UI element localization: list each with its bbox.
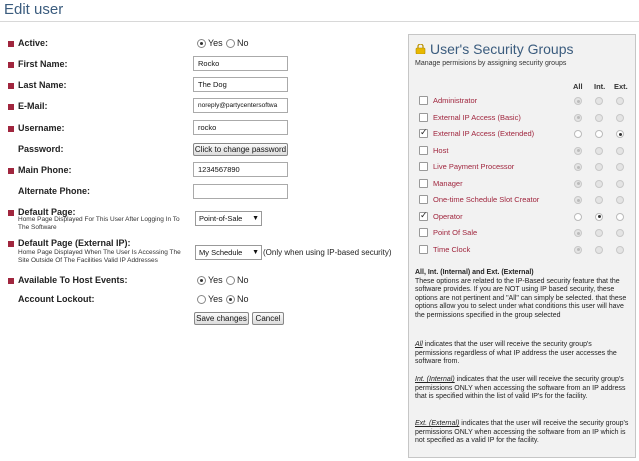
access-ext-radio[interactable] <box>616 196 624 204</box>
available-host-no-radio[interactable] <box>226 276 235 285</box>
change-password-button[interactable]: Click to change password <box>194 145 287 154</box>
access-ext-radio[interactable] <box>616 130 624 138</box>
security-group-name: Operator <box>433 211 463 221</box>
column-header-ext: Ext. <box>614 82 628 91</box>
access-all-radio[interactable] <box>574 114 582 122</box>
available-host-label: Available To Host Events: <box>18 275 128 285</box>
access-all-radio[interactable] <box>574 180 582 188</box>
required-marker <box>8 126 14 132</box>
access-ext-radio[interactable] <box>616 147 624 155</box>
security-group-name: Live Payment Processor <box>433 162 515 171</box>
access-int-radio[interactable] <box>595 180 603 188</box>
security-group-checkbox[interactable] <box>419 129 428 138</box>
security-group-checkbox[interactable] <box>419 228 428 237</box>
default-page-external-select[interactable] <box>195 245 262 260</box>
security-group-checkbox[interactable] <box>419 113 428 122</box>
security-group-name: Host <box>433 145 449 155</box>
security-group-row <box>417 194 631 206</box>
security-group-checkbox[interactable] <box>419 212 428 221</box>
security-group-row <box>417 211 631 223</box>
column-header-all: All <box>573 82 583 91</box>
security-group-name: Manager <box>433 178 463 188</box>
available-host-row <box>0 275 400 289</box>
lockout-yes-radio[interactable] <box>197 295 206 304</box>
password-label: Password: <box>18 144 64 154</box>
last-name-field[interactable]: The Dog <box>193 77 288 92</box>
security-group-row <box>417 244 631 256</box>
access-int-radio[interactable] <box>595 246 603 254</box>
first-name-label: First Name: <box>18 59 68 69</box>
required-marker <box>8 241 14 247</box>
active-yes-label: Yes <box>208 38 223 48</box>
access-int-radio[interactable] <box>595 114 603 122</box>
security-group-row <box>417 227 631 239</box>
access-int-radio[interactable] <box>595 229 603 237</box>
security-group-name: External IP Access (Basic) <box>433 112 521 122</box>
security-group-checkbox[interactable] <box>419 179 428 188</box>
ip-security-note: (Only when using IP-based security) <box>263 248 392 257</box>
security-groups-subtitle: Manage permisions by assigning security groups <box>415 60 567 67</box>
active-no-radio[interactable] <box>226 39 235 48</box>
info-ext-text: indicates that the user will receive the security group's permissions ONLY when accessing the software from an IP which is not specified as a valid IP for the facility. <box>415 420 629 444</box>
access-int-radio[interactable] <box>595 147 603 155</box>
required-marker <box>8 168 14 174</box>
access-all-radio[interactable] <box>574 97 582 105</box>
column-header-int: Int. <box>594 82 606 91</box>
required-marker <box>8 41 14 47</box>
access-int-radio[interactable] <box>595 97 603 105</box>
available-host-yes-label: Yes <box>208 275 223 285</box>
info-int-text: indicates that the user will receive the security group's permissions ONLY when accessing the software from an IP address that is specified within the list of valid IP's for the facility. <box>415 376 626 400</box>
default-page-external-help: Home Page Displayed When The User Is Accessing The Site Outside Of The Facilities Valid IP Addresses <box>18 249 181 264</box>
security-group-name: External IP Access (Extended) <box>433 129 535 138</box>
security-group-name: Administrator <box>433 96 478 105</box>
info-all <box>415 341 631 367</box>
access-ext-radio[interactable] <box>616 180 624 188</box>
info-ext <box>415 420 631 446</box>
save-button[interactable]: Save changes <box>194 312 249 325</box>
default-page-external-value: My Schedule <box>199 248 243 257</box>
first-name-field[interactable]: Rocko <box>193 56 288 71</box>
info-paragraph: These options are related to the IP-Based security feature that the software provides. If you are NOT using IP based security, these options are not pertinent and "All" can simply be selected. that these options allow you to select under what conditions this user will have the permissions specified in the group selected <box>415 277 627 319</box>
access-ext-radio[interactable] <box>616 114 624 122</box>
security-group-checkbox[interactable] <box>419 162 428 171</box>
info-all-text: indicates that the user will receive the security group's permissions regardless of what IP address the user accesses the software from. <box>415 341 617 365</box>
last-name-label: Last Name: <box>18 80 67 90</box>
account-lockout-label: Account Lockout: <box>18 294 95 304</box>
lock-icon <box>415 44 426 54</box>
access-int-radio[interactable] <box>595 196 603 204</box>
access-int-radio[interactable] <box>595 213 603 221</box>
access-all-radio[interactable] <box>574 147 582 155</box>
security-group-name: Point Of Sale <box>433 228 478 237</box>
access-int-radio[interactable] <box>595 130 603 138</box>
username-field[interactable]: rocko <box>193 120 288 135</box>
info-ext-term: Ext. (External) <box>415 420 460 427</box>
available-host-no-label: No <box>237 275 249 285</box>
access-ext-radio[interactable] <box>616 213 624 221</box>
security-group-name: Time Clock <box>433 244 471 254</box>
main-phone-field[interactable]: 1234567890 <box>193 162 288 177</box>
info-all-term: All <box>415 341 423 348</box>
security-group-name: One-time Schedule Slot Creator <box>433 195 540 204</box>
default-page-value: Point-of-Sale <box>199 214 243 223</box>
default-page-select[interactable] <box>195 211 262 226</box>
cancel-button[interactable]: Cancel <box>252 312 284 325</box>
title-divider <box>0 21 639 22</box>
access-all-radio[interactable] <box>574 196 582 204</box>
required-marker <box>8 210 14 216</box>
username-label: Username: <box>18 123 65 133</box>
info-section <box>415 269 631 320</box>
access-ext-radio[interactable] <box>616 246 624 254</box>
security-group-checkbox[interactable] <box>419 195 428 204</box>
security-group-row <box>417 112 631 124</box>
access-all-radio[interactable] <box>574 130 582 138</box>
main-phone-label: Main Phone: <box>18 165 72 175</box>
access-all-radio[interactable] <box>574 246 582 254</box>
available-host-yes-radio[interactable] <box>197 276 206 285</box>
access-ext-radio[interactable] <box>616 163 624 171</box>
active-row <box>0 38 400 52</box>
account-lockout-row <box>0 294 400 308</box>
security-group-checkbox[interactable] <box>419 96 428 105</box>
email-field[interactable]: noreply@partycentersoftwa <box>193 98 288 113</box>
active-yes-radio[interactable] <box>197 39 206 48</box>
default-page-label: Default Page: <box>18 207 76 217</box>
info-heading: All, Int. (Internal) and Ext. (External) <box>415 269 534 276</box>
security-groups-panel <box>408 34 636 458</box>
dropdown-arrow-icon: ▼ <box>252 249 259 256</box>
security-group-checkbox[interactable] <box>419 245 428 254</box>
access-ext-radio[interactable] <box>616 97 624 105</box>
security-group-row <box>417 178 631 190</box>
security-group-row <box>417 161 631 173</box>
access-all-radio[interactable] <box>574 229 582 237</box>
security-group-row <box>417 128 631 140</box>
access-all-radio[interactable] <box>574 213 582 221</box>
lockout-yes-label: Yes <box>208 294 223 304</box>
page-title: Edit user <box>4 1 64 18</box>
lockout-no-radio[interactable] <box>226 295 235 304</box>
alternate-phone-label: Alternate Phone: <box>18 186 91 196</box>
required-marker <box>8 62 14 68</box>
default-page-help: Home Page Displayed For This User After Logging In To The Software <box>18 216 180 231</box>
security-group-row <box>417 95 631 107</box>
default-page-external-label: Default Page (External IP): <box>18 238 131 248</box>
access-int-radio[interactable] <box>595 163 603 171</box>
active-no-label: No <box>237 38 249 48</box>
info-int <box>415 376 631 402</box>
access-ext-radio[interactable] <box>616 229 624 237</box>
lockout-no-label: No <box>237 294 249 304</box>
required-marker <box>8 104 14 110</box>
alternate-phone-field[interactable] <box>193 184 288 199</box>
access-all-radio[interactable] <box>574 163 582 171</box>
email-label: E-Mail: <box>18 101 48 111</box>
required-marker <box>8 83 14 89</box>
dropdown-arrow-icon: ▼ <box>252 215 259 222</box>
security-group-checkbox[interactable] <box>419 146 428 155</box>
security-groups-title: User's Security Groups <box>430 41 574 57</box>
security-group-row <box>417 145 631 157</box>
required-marker <box>8 278 14 284</box>
active-label: Active: <box>18 38 49 48</box>
info-int-term: Int. (Internal) <box>415 376 455 383</box>
